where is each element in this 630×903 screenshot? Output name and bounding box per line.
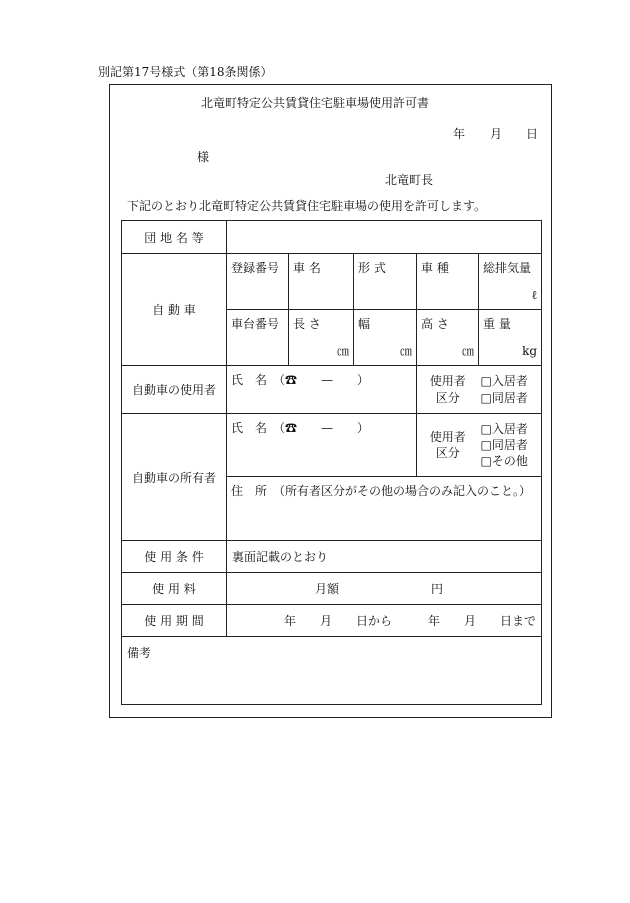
form-number: 別記第17号様式（第18条関係） (98, 65, 273, 79)
user-cat-resident[interactable]: □入居者 (480, 374, 528, 389)
reg-no-cell[interactable]: 登録番号 (227, 254, 289, 310)
owner-category-label: 使用者区分 (417, 414, 479, 477)
date-month: 月 (490, 127, 503, 141)
make-cell[interactable]: 車 名 (289, 254, 354, 310)
user-name-cell[interactable]: 氏 名 （☎ — ） (227, 366, 417, 414)
remarks-cell[interactable]: 備考 (122, 637, 542, 705)
user-category-label: 使用者区分 (417, 366, 479, 414)
fee-value-cell[interactable] (227, 573, 542, 605)
fee-monthly: 月額 (315, 582, 340, 596)
addressee-suffix: 様 (197, 150, 210, 164)
document-title: 北竜町特定公共賃貸住宅駐車場使用許可書 (200, 96, 429, 110)
date-day: 日 (526, 127, 539, 141)
danchi-value[interactable] (227, 221, 542, 254)
issuer: 北竜町長 (385, 173, 434, 187)
height-cell[interactable]: 高 さ ㎝ (417, 310, 479, 366)
user-category-options[interactable] (479, 366, 542, 414)
weight-cell[interactable]: 重 量 kg (479, 310, 542, 366)
owner-cat-other[interactable]: □その他 (480, 454, 528, 469)
fee-yen: 円 (431, 582, 444, 596)
length-cell[interactable]: 長 さ ㎝ (289, 310, 354, 366)
model-cell[interactable]: 形 式 (354, 254, 417, 310)
permit-table (121, 220, 542, 705)
user-label: 自動車の使用者 (122, 366, 227, 414)
owner-label: 自動車の所有者 (122, 414, 227, 541)
intro-text: 下記のとおり北竜町特定公共賃貸住宅駐車場の使用を許可します。 (127, 199, 487, 213)
fee-label: 使 用 料 (122, 573, 227, 605)
owner-name-cell[interactable]: 氏 名 （☎ — ） (227, 414, 417, 477)
width-cell[interactable]: 幅 ㎝ (354, 310, 417, 366)
owner-address-cell[interactable]: 住 所 （所有者区分がその他の場合のみ記入のこと。） (227, 477, 542, 541)
conditions-label: 使 用 条 件 (122, 541, 227, 573)
date-year: 年 (453, 127, 466, 141)
period-label: 使 用 期 間 (122, 605, 227, 637)
owner-cat-resident[interactable]: □入居者 (480, 421, 528, 436)
chassis-no-cell[interactable]: 車台番号 (227, 310, 289, 366)
conditions-value: 裏面記載のとおり (227, 541, 542, 573)
danchi-label: 団 地 名 等 (122, 221, 227, 254)
type-cell[interactable]: 車 種 (417, 254, 479, 310)
car-label: 自 動 車 (122, 254, 227, 366)
user-cat-cohabitant[interactable]: □同居者 (480, 390, 528, 405)
period-value[interactable]: 年 月 日から 年 月 日まで (227, 605, 542, 637)
owner-cat-cohabitant[interactable]: □同居者 (480, 437, 528, 452)
owner-category-options[interactable] (479, 414, 542, 477)
displacement-cell[interactable]: 総排気量 ℓ (479, 254, 542, 310)
